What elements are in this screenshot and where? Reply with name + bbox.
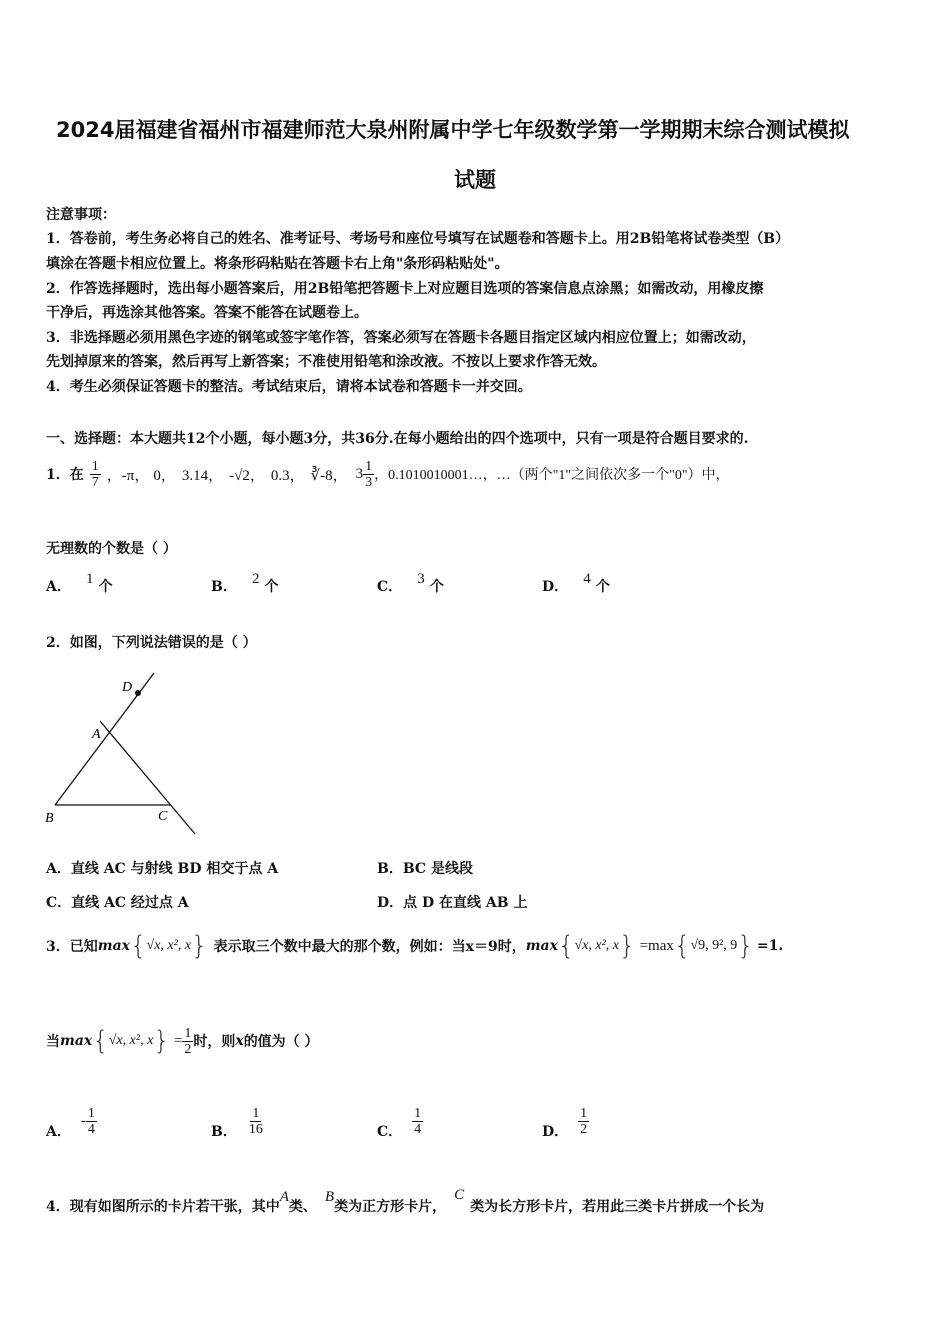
option-num: 1: [580, 1105, 588, 1121]
q1-option-c[interactable]: [377, 571, 444, 596]
q3-option-d[interactable]: [542, 1098, 589, 1144]
option-label: C．: [377, 1124, 403, 1140]
q1-question: 无理数的个数是（ ）: [46, 541, 177, 557]
option-sign: -: [80, 1112, 86, 1129]
q3-set-example: √9, 9², 9: [690, 938, 738, 953]
option-num: 1: [252, 1105, 260, 1121]
q1-option-d[interactable]: [542, 571, 610, 596]
option-value: 3: [417, 571, 425, 587]
q4-t2: 类为正方形卡片，: [334, 1199, 447, 1215]
option-unit: 个: [595, 579, 610, 595]
option-den: 16: [248, 1121, 263, 1137]
q4-card-b: B: [324, 1189, 335, 1205]
q3-half-den: 2: [184, 1041, 192, 1057]
q3-line2-post: 时，则: [193, 1034, 236, 1050]
q1-mixed-num: 1: [365, 458, 373, 474]
q3-half: [182, 1026, 193, 1057]
notice-line: 填涂在答题卡相应位置上。将条形码粘贴在答题卡右上角"条形码粘贴处"。: [46, 256, 509, 272]
brace-left: {: [557, 931, 575, 961]
q2-option-a[interactable]: A．直线 AC 与射线 BD 相交于点 A: [46, 861, 279, 877]
q3-option-a[interactable]: [46, 1098, 97, 1144]
section-heading: 一、选择题：本大题共12个小题，每小题3分，共36分.在每小题给出的四个选项中，只有一项是符合题目要求的.: [46, 431, 749, 447]
label-a: A: [92, 727, 101, 742]
q4-card-a: A: [279, 1189, 289, 1205]
option-label: C．: [377, 579, 403, 595]
q1-314: 3.14，: [181, 467, 224, 484]
q4-stem: [46, 1180, 764, 1216]
option-fraction: [412, 1106, 423, 1137]
line-ac: [100, 721, 195, 834]
notice-line: 4．考生必须保证答题卡的整洁。考试结束后，请将本试卷和答题卡一并交回。: [46, 379, 532, 395]
q1-option-b[interactable]: [211, 571, 279, 596]
q1-03: 0.3，: [270, 467, 305, 484]
q1-option-a[interactable]: [46, 571, 113, 596]
point-d-dot: [135, 690, 141, 696]
q4-pre: 4．现有如图所示的卡片若干张，其中: [46, 1199, 280, 1215]
q2-stem: 2．如图，下列说法错误的是（ ）: [46, 635, 257, 651]
option-num: 1: [87, 1105, 95, 1121]
q3-mid: 表示取三个数中最大的那个数，例如：当: [213, 939, 466, 955]
q2-option-d[interactable]: D．点 D 在直线 AB 上: [377, 895, 528, 911]
page-title-cont: 试题: [454, 168, 496, 192]
q3-option-b[interactable]: [211, 1098, 265, 1144]
option-den: 4: [414, 1121, 422, 1137]
option-value: 4: [583, 571, 591, 587]
option-label: D．: [542, 579, 569, 595]
q1-mixed-fraction: [363, 459, 374, 490]
option-fraction: [247, 1106, 265, 1137]
notice-line: 干净后，再选涂其他答案。答案不能答在试题卷上。: [46, 305, 368, 321]
q3-option-c[interactable]: [377, 1098, 423, 1144]
brace-right: }: [191, 931, 208, 961]
q3-question: 当 max { √x, x², x } = $\frac{1}{2}$ 时，则 x 的值为（ ）: [46, 1025, 319, 1057]
brace-right: }: [619, 931, 636, 961]
option-unit: 个: [264, 579, 279, 595]
q1-fraction-den: 7: [91, 474, 99, 490]
option-den: 2: [580, 1121, 588, 1137]
q3-cond: x＝9时，: [465, 939, 526, 955]
q3-set-3: √x, x², x: [108, 1033, 154, 1048]
notice-line: 先划掉原来的答案，然后再写上新答案；不准使用铅笔和涂改液。不按以上要求作答无效。: [46, 354, 606, 370]
brace-left: {: [129, 931, 147, 961]
q3-stem: [46, 926, 783, 966]
q3-half-num: 1: [184, 1025, 192, 1041]
q1-fraction-num: 1: [91, 458, 99, 474]
q4-card-c: C: [454, 1187, 465, 1203]
q3-line2-pre: 当: [46, 1034, 60, 1050]
option-fraction: [578, 1106, 589, 1137]
q1-fraction: [90, 459, 101, 490]
notice-heading: 注意事项：: [46, 207, 116, 223]
q3-max-2: max: [525, 938, 558, 954]
q4-t1: 类、: [288, 1199, 317, 1215]
brace-right: }: [737, 931, 754, 961]
option-label: A．: [46, 579, 71, 595]
q3-eq-max: =max: [639, 937, 674, 954]
q3-eq-result: =1.: [756, 938, 784, 954]
option-value: 1: [85, 571, 94, 587]
question-1-stem: [46, 451, 730, 497]
option-label: D．: [542, 1124, 569, 1140]
q3-max: max: [97, 938, 130, 954]
option-num: 1: [414, 1105, 422, 1121]
label-b: B: [45, 811, 54, 826]
option-label: B．: [211, 1124, 237, 1140]
q1-mixed-den: 3: [365, 474, 373, 490]
option-value: 2: [251, 571, 260, 587]
q3-pre: 3．已知: [46, 939, 98, 955]
option-den: 4: [87, 1121, 95, 1137]
q2-geometry-figure: [40, 668, 210, 844]
q1-neg-sqrt2: -√2，: [229, 467, 265, 484]
brace-left: {: [92, 1026, 109, 1056]
label-d: D: [122, 680, 133, 695]
q3-set-2: √x, x², x: [574, 938, 620, 953]
brace-left: {: [673, 931, 691, 961]
q1-mixed-whole: 3: [355, 465, 364, 482]
q3-max-3: max: [60, 1033, 93, 1049]
q2-option-c[interactable]: C．直线 AC 经过点 A: [46, 895, 189, 911]
notice-line: 2．作答选择题时，选出每小题答案后，用2B铅笔把答题卡上对应题目选项的答案信息点涂黑；如需改动，用橡皮擦: [46, 281, 764, 297]
label-c: C: [158, 809, 168, 824]
q1-prefix: 1．在: [46, 467, 84, 483]
q3-line2-x: x: [235, 1033, 244, 1049]
q4-t3: 类为长方形卡片，若用此三类卡片拼成一个长为: [470, 1199, 765, 1215]
notice-line: 3．非选择题必须用黑色字迹的钢笔或签字笔作答，答案必须写在答题卡各题目指定区域内相应位置上；如需改动，: [46, 330, 756, 346]
q1-cbrt: ∛-8，: [310, 467, 348, 484]
q3-set: √x, x², x: [146, 938, 192, 953]
q1-neg-pi: ，-π，: [106, 467, 150, 484]
page-title: 2024届福建省福州市福建师范大泉州附属中学七年级数学第一学期期末综合测试模拟: [56, 118, 850, 142]
option-unit: 个: [429, 579, 444, 595]
q1-zero: 0，: [153, 467, 176, 484]
option-fraction: [86, 1106, 97, 1137]
q3-line2-end: 的值为（ ）: [243, 1034, 319, 1050]
notice-line: 1．答卷前，考生务必将自己的姓名、准考证号、考场号和座位号填写在试题卷和答题卡上。用2B铅笔将试卷类型（B）: [46, 231, 790, 247]
brace-right: }: [153, 1026, 170, 1056]
q2-option-b[interactable]: B．BC 是线段: [377, 861, 473, 877]
option-label: B．: [211, 579, 237, 595]
option-label: A．: [46, 1124, 71, 1140]
q1-long-text: ，0.1010010001…，…（两个"1"之间依次多一个"0"）中，: [374, 468, 730, 483]
option-unit: 个: [98, 579, 113, 595]
